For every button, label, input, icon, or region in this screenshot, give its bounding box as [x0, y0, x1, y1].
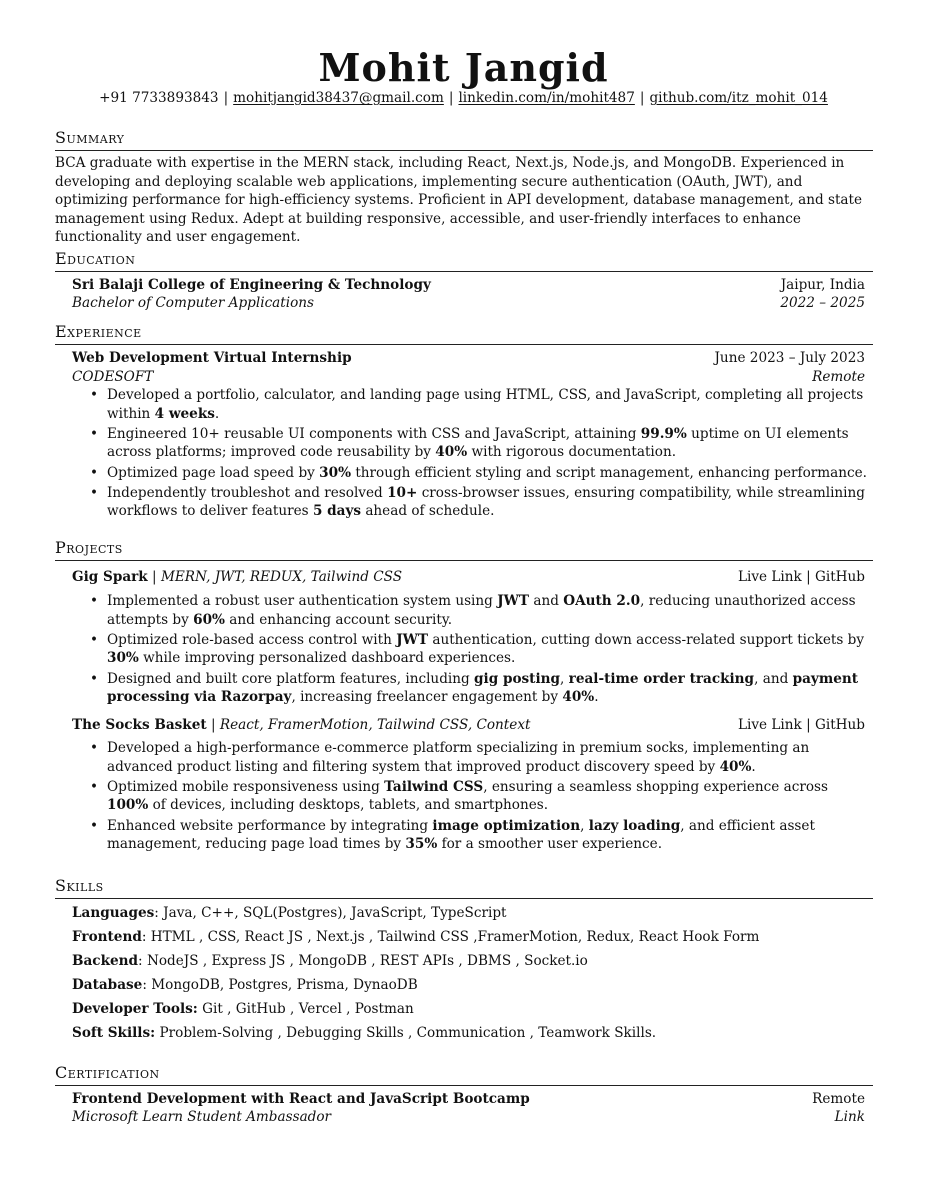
education-years: 2022 – 2025: [780, 295, 865, 311]
section-title-experience: Experience: [55, 322, 873, 345]
project-stack: MERN, JWT, REDUX, Tailwind CSS: [160, 569, 403, 585]
job-mode: Remote: [812, 369, 865, 385]
bullet-item: • Optimized role-based access control with JWT authentication, cutting down access-related support tickets by 30% while improving personalized dashboard experiences.: [90, 631, 870, 668]
skill-database: Database: MongoDB, Postgres, Prisma, DynaoDB: [72, 977, 418, 993]
certification-name: Frontend Development with React and JavaScript Bootcamp: [72, 1091, 530, 1107]
section-title-skills: Skills: [55, 876, 873, 899]
education-row: [72, 276, 865, 295]
skill-backend: Backend: NodeJS , Express JS , MongoDB , REST APIs , DBMS , Socket.io: [72, 953, 588, 969]
certification-mode: Remote: [812, 1091, 865, 1107]
experience-row: [72, 349, 865, 368]
email-link[interactable]: mohitjangid38437@gmail.com: [233, 90, 444, 106]
candidate-name: Mohit Jangid: [318, 45, 609, 90]
job-role: Web Development Virtual Internship: [72, 350, 352, 366]
bullet-item: • Independently troubleshot and resolved 10+ cross-browser issues, ensuring compatibility, while streamlining workflows to deliver features 5 days ahead of schedule.: [90, 484, 870, 521]
bullet-item: • Implemented a robust user authentication system using JWT and OAuth 2.0, reducing unauthorized access attempts by 60% and enhancing account security.: [90, 592, 870, 629]
experience-detail-row: [72, 368, 865, 387]
degree-name: Bachelor of Computer Applications: [72, 295, 315, 311]
section-title-summary: Summary: [55, 128, 873, 151]
live-link[interactable]: Live Link: [737, 569, 802, 585]
project-header-gig-spark: Gig Spark | MERN, JWT, REDUX, Tailwind CSS Live Link | GitHub: [72, 569, 865, 585]
skill-devtools: Developer Tools: Git , GitHub , Vercel , Postman: [72, 1001, 414, 1017]
separator: |: [223, 90, 229, 106]
github-link[interactable]: github.com/itz_mohit_014: [649, 90, 828, 106]
certification-row: [72, 1090, 865, 1109]
school-name: Sri Balaji College of Engineering & Technology: [72, 277, 431, 293]
summary-text: BCA graduate with expertise in the MERN stack, including React, Next.js, Node.js, and MongoDB. Experienced in developing and deploying scalable web applications, implementing secure authentication (OAuth, JWT), and optimizing performance for high-efficiency systems. Proficient in API development, database management, and state management using Redux. Adept at building responsive, accessible, and user-friendly interfaces to enhance functionality and user engagement.: [55, 155, 863, 246]
bullet-item: • Enhanced website performance by integrating image optimization, lazy loading, and efficient asset management, reducing page load times by 35% for a smoother user experience.: [90, 817, 870, 854]
project-name: Gig Spark: [72, 569, 148, 585]
certification-link[interactable]: Link: [834, 1109, 865, 1125]
skill-frontend: Frontend: HTML , CSS, React JS , Next.js , Tailwind CSS ,FramerMotion, Redux, React Hook Form: [72, 929, 760, 945]
certification-issuer: Microsoft Learn Student Ambassador: [72, 1109, 332, 1125]
contact-line: [0, 88, 927, 108]
bullet-item: • Designed and built core platform features, including gig posting, real-time order tracking, and payment processing via Razorpay, increasing freelancer engagement by 40%.: [90, 670, 870, 707]
phone-number: +91 7733893843: [99, 90, 219, 106]
bullet-item: • Optimized mobile responsiveness using Tailwind CSS, ensuring a seamless shopping experience across 100% of devices, including desktops, tablets, and smartphones.: [90, 778, 870, 815]
school-location: Jaipur, India: [780, 277, 865, 293]
certification-detail-row: [72, 1108, 865, 1127]
job-dates: June 2023 – July 2023: [714, 350, 865, 366]
skill-soft: Soft Skills: Problem-Solving , Debugging Skills , Communication , Teamwork Skills.: [72, 1025, 657, 1041]
github-project-link[interactable]: GitHub: [815, 717, 865, 733]
project-stack: React, FramerMotion, Tailwind CSS, Context: [219, 717, 531, 733]
bullet-item: • Engineered 10+ reusable UI components with CSS and JavaScript, attaining 99.9% uptime on UI elements across platforms; improved code reusability by 40% with rigorous documentation.: [90, 425, 870, 462]
section-title-education: Education: [55, 249, 873, 272]
bullet-item: • Optimized page load speed by 30% through efficient styling and script management, enhancing performance.: [90, 464, 870, 483]
project-name: The Socks Basket: [72, 717, 207, 733]
github-project-link[interactable]: GitHub: [815, 569, 865, 585]
section-title-certification: Certification: [55, 1063, 873, 1086]
separator: |: [448, 90, 454, 106]
bullet-item: • Developed a portfolio, calculator, and landing page using HTML, CSS, and JavaScript, completing all projects within 4 weeks.: [90, 386, 870, 423]
live-link[interactable]: Live Link: [737, 717, 802, 733]
company-name: CODESOFT: [72, 369, 154, 385]
experience-bullets: [90, 386, 870, 523]
separator: |: [639, 90, 645, 106]
project-header-socks-basket: The Socks Basket | React, FramerMotion, Tailwind CSS, Context Live Link | GitHub: [72, 717, 865, 733]
linkedin-link[interactable]: linkedin.com/in/mohit487: [458, 90, 635, 106]
project-bullets-gig-spark: [90, 592, 870, 708]
project-bullets-socks-basket: [90, 739, 870, 855]
skill-languages: Languages: Java, C++, SQL(Postgres), JavaScript, TypeScript: [72, 905, 507, 921]
bullet-item: • Developed a high-performance e-commerce platform specializing in premium socks, implementing an advanced product listing and filtering system that improved product discovery speed by 40%.: [90, 739, 870, 776]
education-detail-row: [72, 294, 865, 313]
section-title-projects: Projects: [55, 538, 873, 561]
